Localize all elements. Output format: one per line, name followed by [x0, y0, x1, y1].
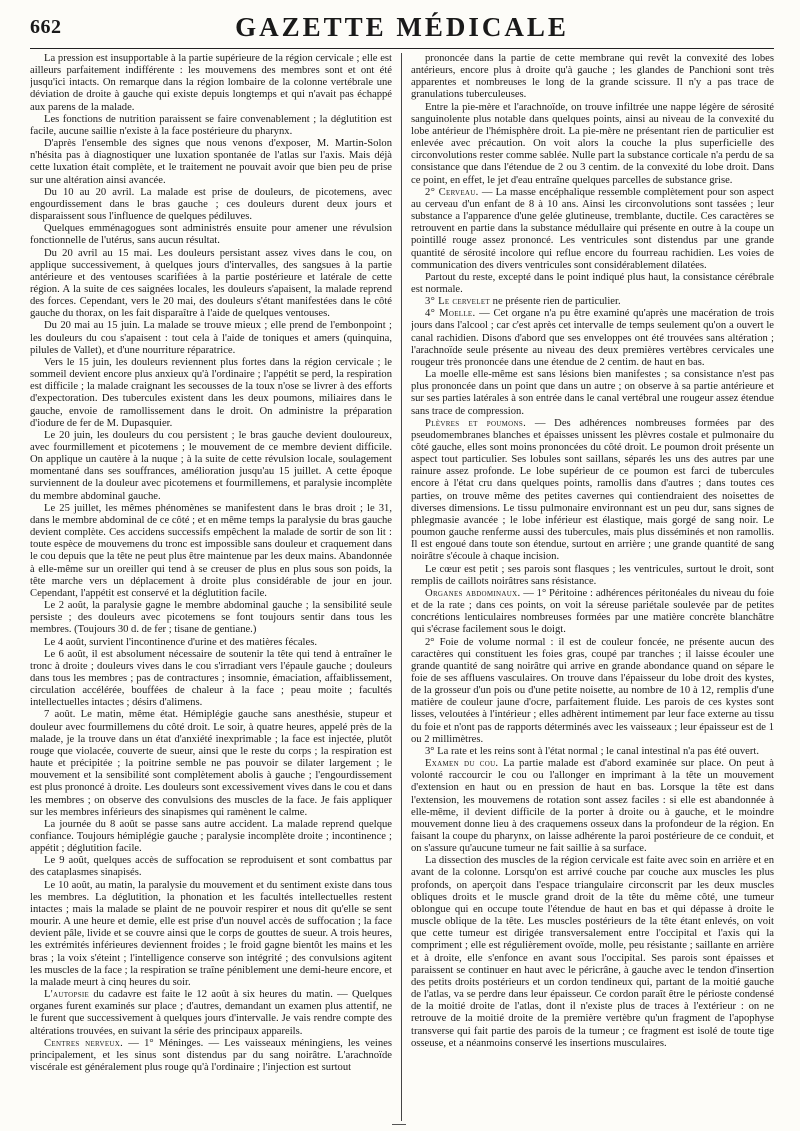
- paragraph-text: La journée du 8 août se passe sans autre accident. La malade reprend quelque confiance. Toujours hémiplégie gauche ; paralysie incomplète droite ; incontinence ; appétit ; déglutition facile.: [30, 818, 392, 855]
- paragraph: [30, 649, 392, 710]
- paragraph-text: — Des adhérences nombreuses formées par des pseudomembranes blanches et épaisses unissent les plèvres costale et pulmonaire du côté gauche, elles sont moins prononcées du côté droit. Le poumon droit présente un aspect tout particulier. Ses lobules sont saillans, séparés les uns des autres par une rainure assez profonde. Le lobe supérieur de ce poumon est farci de tubercules encore à l'état cru dans quelques points, ramollis dans d'autres ; dans toutes ces parties, on trouve même des petites cavernes qui contiendraient des noisettes de diverses dimensions. Le tissu pulmonaire environnant est un peu dur, sans signes de phlegmasie avancée ; le lobe inférieur est élastique, mais gorgé de sang noir. Le poumon gauche renferme aussi des tubercules, mais plus disséminés et non ramollis. Il est engoué dans toute son étendue, surtout en arrière ; une grande quantité de sang noirâtre s'écoule à chaque incision.: [411, 417, 774, 563]
- paragraph: [411, 187, 774, 272]
- paragraph: [30, 709, 392, 818]
- paragraph-text: La moelle elle-même est sans lésions bien manifestes ; sa consistance n'est pas plus prononcée dans un point que dans un autre ; on observe à sa partie antérieure et sur ses parties latérales à son entrée dans le canal vertébral une rougeur assez étendue sans trace de compression.: [411, 369, 774, 417]
- paragraph: [30, 53, 392, 114]
- paragraph-text: — 1° Péritoine : adhérences péritonéales du niveau du foie et de la rate ; dans ces points, on voit la séreuse pariétale soulevée par de petites concrétions lenticulaires nombreuses formées par une matière concrète blanchâtre qui s'écrase facilement sous le doigt.: [411, 587, 774, 636]
- paragraph-lead: Plèvres et poumons.: [425, 417, 527, 429]
- paragraph: [30, 989, 392, 1038]
- paragraph: [411, 418, 774, 564]
- paragraph: [30, 637, 392, 649]
- paragraph: [30, 819, 392, 855]
- paragraph-lead: Centres nerveux.: [44, 1037, 124, 1049]
- paragraph: [30, 855, 392, 879]
- paragraph-text: Le 20 juin, les douleurs du cou persistent ; le bras gauche devient douloureux, avec fourmillement et picotemens ; le mouvement de ce membre devient difficile. On applique un cautère à la nuque ; à la suite de cette révulsion locale, soulagement momentané dans ses souffrances, amélioration jusqu'au 15 juillet. A cette époque surviennent de la douleur avec picotemens et fourmillemens, et paralysie incomplète du membre abdominal gauche.: [30, 429, 392, 502]
- paragraph: [411, 369, 774, 418]
- paragraph: [411, 588, 774, 637]
- paragraph: [30, 880, 392, 989]
- paragraph-text: La dissection des muscles de la région cervicale est faite avec soin en arrière et en avant de la colonne. Lorsqu'on est arrivé couche par couche aux muscles les plus profonds, on aperçoit dans l'espace triangulaire circonscrit par les deux muscles obliques droits et le muscle grand droit de la tête du même côté, une tumeur oblongue qui en occupe toute l'étendue de haut en bas et qui dépasse à droite le muscle oblique de la tête. Les muscles postérieurs de la tête étant enlevés, on voit que cette tumeur est dirigée transversalement entre l'occipital et l'axis qui la compriment ; elle est régulièrement ovoïde, molle, peu résistante ; saillante en arrière et à droite, elle s'enfonce en avant sous l'occipital. Ses parois sont épaisses et paraissent se continuer en haut avec le péricrâne, à gauche avec le tendon d'insertion des petits droits postérieurs et un cordon tendineux qui, partant de la moitié gauche de l'atlas, va se perdre dans leur épaisseur. Ce cordon paraît être le périoste condensé de la moitié droite de l'atlas, dont il n'existe plus de traces à l'extérieur : on ne retrouve de la moitié droite de la première vertèbre qu'un fragment de l'apophyse transverse qui fait partie des parois de la tumeur ; ce fragment est isolé de toute tige osseuse, et a néanmoins conservé les insertions musculaires.: [411, 855, 774, 1049]
- paragraph-text: Le 4 août, survient l'incontinence d'urine et des matières fécales.: [44, 636, 317, 648]
- paragraph: [30, 138, 392, 187]
- paragraph: [411, 272, 774, 296]
- paragraph-text: du cadavre est faite le 12 août à six heures du matin. — Quelques organes furent examinés sur place ; d'autres, demandant un examen plus attentif, ne le furent que successivement à quelques jours d'intervalle. Je vais rendre compte des altérations trouvées, en suivant la série des principaux appareils.: [30, 989, 392, 1037]
- paragraph: [30, 503, 392, 600]
- paragraph-text: Le 25 juillet, les mêmes phénomènes se manifestent dans le bras droit ; le 31, dans le membre abdominal de ce côté ; et en même temps la paralysie du bras gauche devient complète. Ces accidens successifs empêchent la malade de sortir de son lit : toute espèce de mouvemens du tronc est impossible sans douleur et craquement dans le cou depuis que la tête ne peut plus être maintenue par les deux mains. Abandonnée à elle-même sur un oreiller qui tend à se creuser de plus en plus sous son poids, la tête marche vers un déplacement à droite plus considérable de jour en jour. Cependant, l'appétit est conservé et la déglutition facile.: [30, 502, 392, 599]
- paragraph: [30, 1038, 392, 1074]
- paragraph: [411, 296, 774, 308]
- paragraph: [411, 758, 774, 855]
- paragraph-text: Entre la pie-mère et l'arachnoïde, on trouve infiltrée une nappe légère de sérosité sanguinolente plus notable dans quelques points, ainsi au niveau de la convexité du lobe antérieur de l'hémisphère droit. La pie-mère ne présentant rien de particulier est enlevée avec précaution. On voit alors la couche la plus superficielle des circonvolutions rester comme sablée. Nulle part la substance corticale n'a perdu de sa consistance que dans l'étendue de 2 ou 3 centim. de la convexité du lobe droit. Dans ce point, en effet, le jet d'eau entraîne quelques parcelles de substance grise.: [411, 101, 774, 186]
- paragraph: [411, 102, 774, 187]
- paragraph: [30, 320, 392, 356]
- journal-title: GAZETTE MÉDICALE: [235, 12, 569, 42]
- paragraph-text: 7 août. Le matin, même état. Hémiplégie gauche sans anesthésie, stupeur et douleur avec fourmillemens du côté droit. Le soir, à quatre heures, appelé près de la malade, je la trouve dans un état d'anxiété inexprimable ; la face est injectée, plutôt rouge que violacée, couverte de sueur, ainsi que le reste du corps ; la respiration est haute et précipitée ; la poitrine semble ne pas pouvoir se dilater largement ; le mouvement et la sensibilité sont complètement abolis à gauche ; l'engourdissement est plus prononcé à droite. Les douleurs sont excessivement vives dans le cou et dans les membres ; on observe des convulsions des muscles de la face. Je fais appliquer sur les membres inférieurs des sinapismes qui ramènent le calme.: [30, 709, 392, 818]
- paragraph-text: Le cœur est petit ; ses parois sont flasques ; les ventricules, surtout le droit, sont remplis de caillots noirâtres sans résistance.: [411, 563, 774, 587]
- paragraph: [411, 53, 774, 102]
- paragraph-text: Le 2 août, la paralysie gagne le membre abdominal gauche ; la sensibilité seule persiste ; des douleurs avec picotemens se font toujours sentir dans tous les membres. (Toujours 30 d. de fer ; tisane de gentiane.): [30, 600, 392, 636]
- paragraph: [30, 223, 392, 247]
- left-column: [30, 53, 392, 1121]
- paragraph-text: Du 10 au 20 avril. La malade est prise de douleurs, de picotemens, avec engourdissement dans le bras gauche ; ces douleurs durent deux jours et disparaissent sous l'influence de quelques pédiluves.: [30, 186, 392, 223]
- paragraph: [411, 746, 774, 758]
- text-columns: [30, 53, 774, 1121]
- paragraph-lead: 4° Moelle.: [425, 308, 476, 320]
- paragraph-text: prononcée dans la partie de cette membrane qui revêt la convexité des lobes antérieurs, encore plus à droite qu'à gauche ; les glandes de Panchioni sont très apparentes et nombreuses le long de la grande scissure. Il n'y a pas trace de granulations tuberculeuses.: [411, 53, 774, 101]
- paragraph-text: Le 6 août, il est absolument nécessaire de soutenir la tête qui tend à entraîner le tronc à droite ; douleurs vives dans le cou s'irradiant vers l'épaule gauche ; douleurs dans tous les membres ; pas de contractures ; insomnie, émaciation, affaiblissement, circulation accélérée, bouffées de chaleur à la face ; peau moite ; facultés intellectuelles intactes ; désirs d'alimens.: [30, 648, 392, 709]
- paragraph-text: Le 9 août, quelques accès de suffocation se reproduisent et sont combattus par des cataplasmes sinapisés.: [30, 855, 392, 879]
- paragraph-lead: 2° Cerveau.: [425, 186, 479, 198]
- page-number: 662: [30, 16, 62, 38]
- paragraph-lead: 3° Le cervelet: [425, 296, 490, 308]
- column-divider: [401, 53, 402, 1121]
- paragraph-text: La partie malade est d'abord examinée sur place. On peut à volonté raccourcir le cou ou l'allonger en imprimant à la tête un mouvement d'extension en haut ou en pression de haut en bas. Lorsque la tête est dans l'extension, les mouvemens de rotation sont assez faciles : si elle est abandonnée à elle-même, il devient difficile de la porter à droite ou à gauche, et le moindre mouvement donne lieu à des craquemens osseux dans la profondeur de la région. En faisant la coupe du pharynx, on laisse adhérente la paroi postérieure de ce conduit, et on s'assure qu'aucune tumeur ne fait saillie à sa surface.: [411, 758, 774, 855]
- paragraph-text: Du 20 avril au 15 mai. Les douleurs persistant assez vives dans le cou, on applique successivement, à quelques jours d'intervalles, des sangsues à la partie antérieure et des ventouses scarifiées à la partie postérieure et latérale de cette région. A la suite de ces saignées locales, les douleurs s'apaisent, la malade reprend des forces. Cependant, vers le 20 mai, des douleurs s'étant manifestées dans le côté gauche du thorax, on les fait disparaître à l'aide de quelques ventouses.: [30, 247, 392, 320]
- paragraph-text: — 1° Méninges. — Les vaisseaux méningiens, les veines principalement, et les sinus sont distendus par du sang noirâtre. L'arachnoïde viscérale est généralement plus rouge qu'à l'ordinaire ; l'injection est surtout: [30, 1037, 392, 1073]
- paragraph: [30, 248, 392, 321]
- paragraph-lead: Organes abdominaux.: [425, 587, 521, 599]
- footer-rule: [392, 1124, 406, 1125]
- paragraph-text: 2° Foie de volume normal : il est de couleur foncée, ne présente aucun des caractères qui constituent les foies gras, coupé par tranches ; il laisse écouler une grande quantité de sang noirâtre qui arrive en grande abondance quand on sépare le foie de ses affluens vasculaires. On trouve dans l'épaisseur du lobe droit des kystes, de la grosseur d'un pois ou d'une petite noisette, au nombre de 10 à 12, remplis d'une matière de couleur jaune d'ocre, parfaitement fluide. Les parois de ces kystes sont lisses, veloutées à l'intérieur ; elles adhèrent intimement par leur face externe au tissu du foie et n'ont pas de rapports déterminés avec les vaisseaux ; leur épaisseur est de 1 ou 2 millimètres.: [411, 636, 774, 745]
- paragraph-text: Du 20 mai au 15 juin. La malade se trouve mieux ; elle prend de l'embonpoint ; les douleurs du cou s'apaisent : tout cela à l'aide de toniques et amers (quinquina, pilules de Vallet), et d'une nourriture réparatrice.: [30, 320, 392, 356]
- paragraph: [411, 637, 774, 746]
- paragraph-text: Quelques emménagogues sont administrés ensuite pour amener une révulsion fonctionnelle de l'utérus, sans aucun résultat.: [30, 223, 392, 247]
- paragraph-text: — La masse encéphalique ressemble complètement pour son aspect au cerveau d'un enfant de 8 à 10 ans. Ainsi les circonvolutions sont tassées ; leur substance a l'apparence d'une gelée glutineuse, tremblante, ductile. Ces caractères se retrouvent en partie dans la substance médullaire qui présente en outre à la coupe un pointillé rouge assez prononcé. Les ventricules sont distendus par une grande quantité de sérosité incolore qui reflue encore du fourreau rachidien. Les voies de communication des divers ventricules sont considérablement dilatées.: [411, 186, 774, 271]
- paragraph-text: Les fonctions de nutrition paraissent se faire convenablement ; la déglutition est facile, aucune saillie n'existe à la face postérieure du pharynx.: [30, 113, 392, 137]
- paragraph-text: Vers le 15 juin, les douleurs reviennent plus fortes dans la région cervicale ; le sommeil devient encore plus anxieux qu'à l'ordinaire ; l'appétit se perd, la respiration est difficile ; la malade craignant les secousses de la toux n'ose se livrer à des efforts d'expectoration. Des tubercules existent dans les deux poumons, miliaires dans le gauche, envoie de ramollissement dans le droit. On administre la préparation d'iodure de fer de M. Dupasquier.: [30, 356, 392, 429]
- paragraph-lead: Examen du cou.: [425, 758, 499, 770]
- paragraph: [30, 187, 392, 223]
- paragraph-text: La pression est insupportable à la partie supérieure de la région cervicale ; elle est ailleurs parfaitement indifférente : les mouvemens des membres sont et ont été jusqu'ici intacts. On remarque dans la région lombaire de la colonne vertébrale une déviation de droite à gauche qui existe depuis longtemps et qui n'avait pas échappé aux parens de la malade.: [30, 53, 392, 113]
- paragraph: [30, 430, 392, 503]
- paragraph: [411, 855, 774, 1050]
- page-header: [30, 10, 774, 42]
- paragraph: [30, 600, 392, 636]
- header-rule: [30, 48, 774, 49]
- paragraph-text: Partout du reste, excepté dans le point indiqué plus haut, la consistance cérébrale est normale.: [411, 271, 774, 295]
- paragraph-text: D'après l'ensemble des signes que nous venons d'exposer, M. Martin-Solon n'hésita pas à diagnostiquer une luxation spontanée de l'atlas sur l'axis. Mais déjà cette luxation était complète, et le traitement ne pouvait avoir que bien peu de prise sur une altération ainsi avancée.: [30, 138, 392, 186]
- paragraph-text: — Cet organe n'a pu être examiné qu'après une macération de trois jours dans l'alcool ; car c'est après cet intervalle de temps seulement qu'on a ouvert le canal rachidien. Disons d'abord que ses enveloppes ont été trouvées sans altération ; l'arachnoïde seule présente au niveau des deux premières vertèbres cervicales une rougeur très prononcée dans une étendue de 2 centim. de haut en bas.: [411, 308, 774, 368]
- paragraph-text: Le 10 août, au matin, la paralysie du mouvement et du sentiment existe dans tous les membres. La déglutition, la phonation et les facultés intellectuelles restent intactes ; mais la malade se plaint de ne pouvoir respirer et nous dit qu'elle se sent mourir. A une heure et demie, elle est prise d'un nouvel accès de suffocation ; la face devient pâle, livide et se couvre ainsi que le corps de gouttes de sueur. A trois heures, les extrémités inférieures deviennent froides ; le froid gagne bientôt les mains et les bras ; la voix s'éteint ; l'intelligence conserve son intégrité ; des convulsions agitent les muscles de la face ; la respiration se traîne péniblement une demi-heure encore, et la malade meurt à cinq heures du soir.: [30, 879, 392, 988]
- paragraph: [411, 564, 774, 588]
- paragraph: [411, 308, 774, 369]
- right-column: [411, 53, 774, 1121]
- paragraph: [30, 357, 392, 430]
- paragraph-text: 3° La rate et les reins sont à l'état normal ; le canal intestinal n'a pas été ouvert.: [425, 745, 759, 757]
- paragraph-text: ne présente rien de particulier.: [492, 296, 621, 308]
- paragraph: [30, 114, 392, 138]
- paragraph-lead: L'autopsie: [44, 989, 90, 1001]
